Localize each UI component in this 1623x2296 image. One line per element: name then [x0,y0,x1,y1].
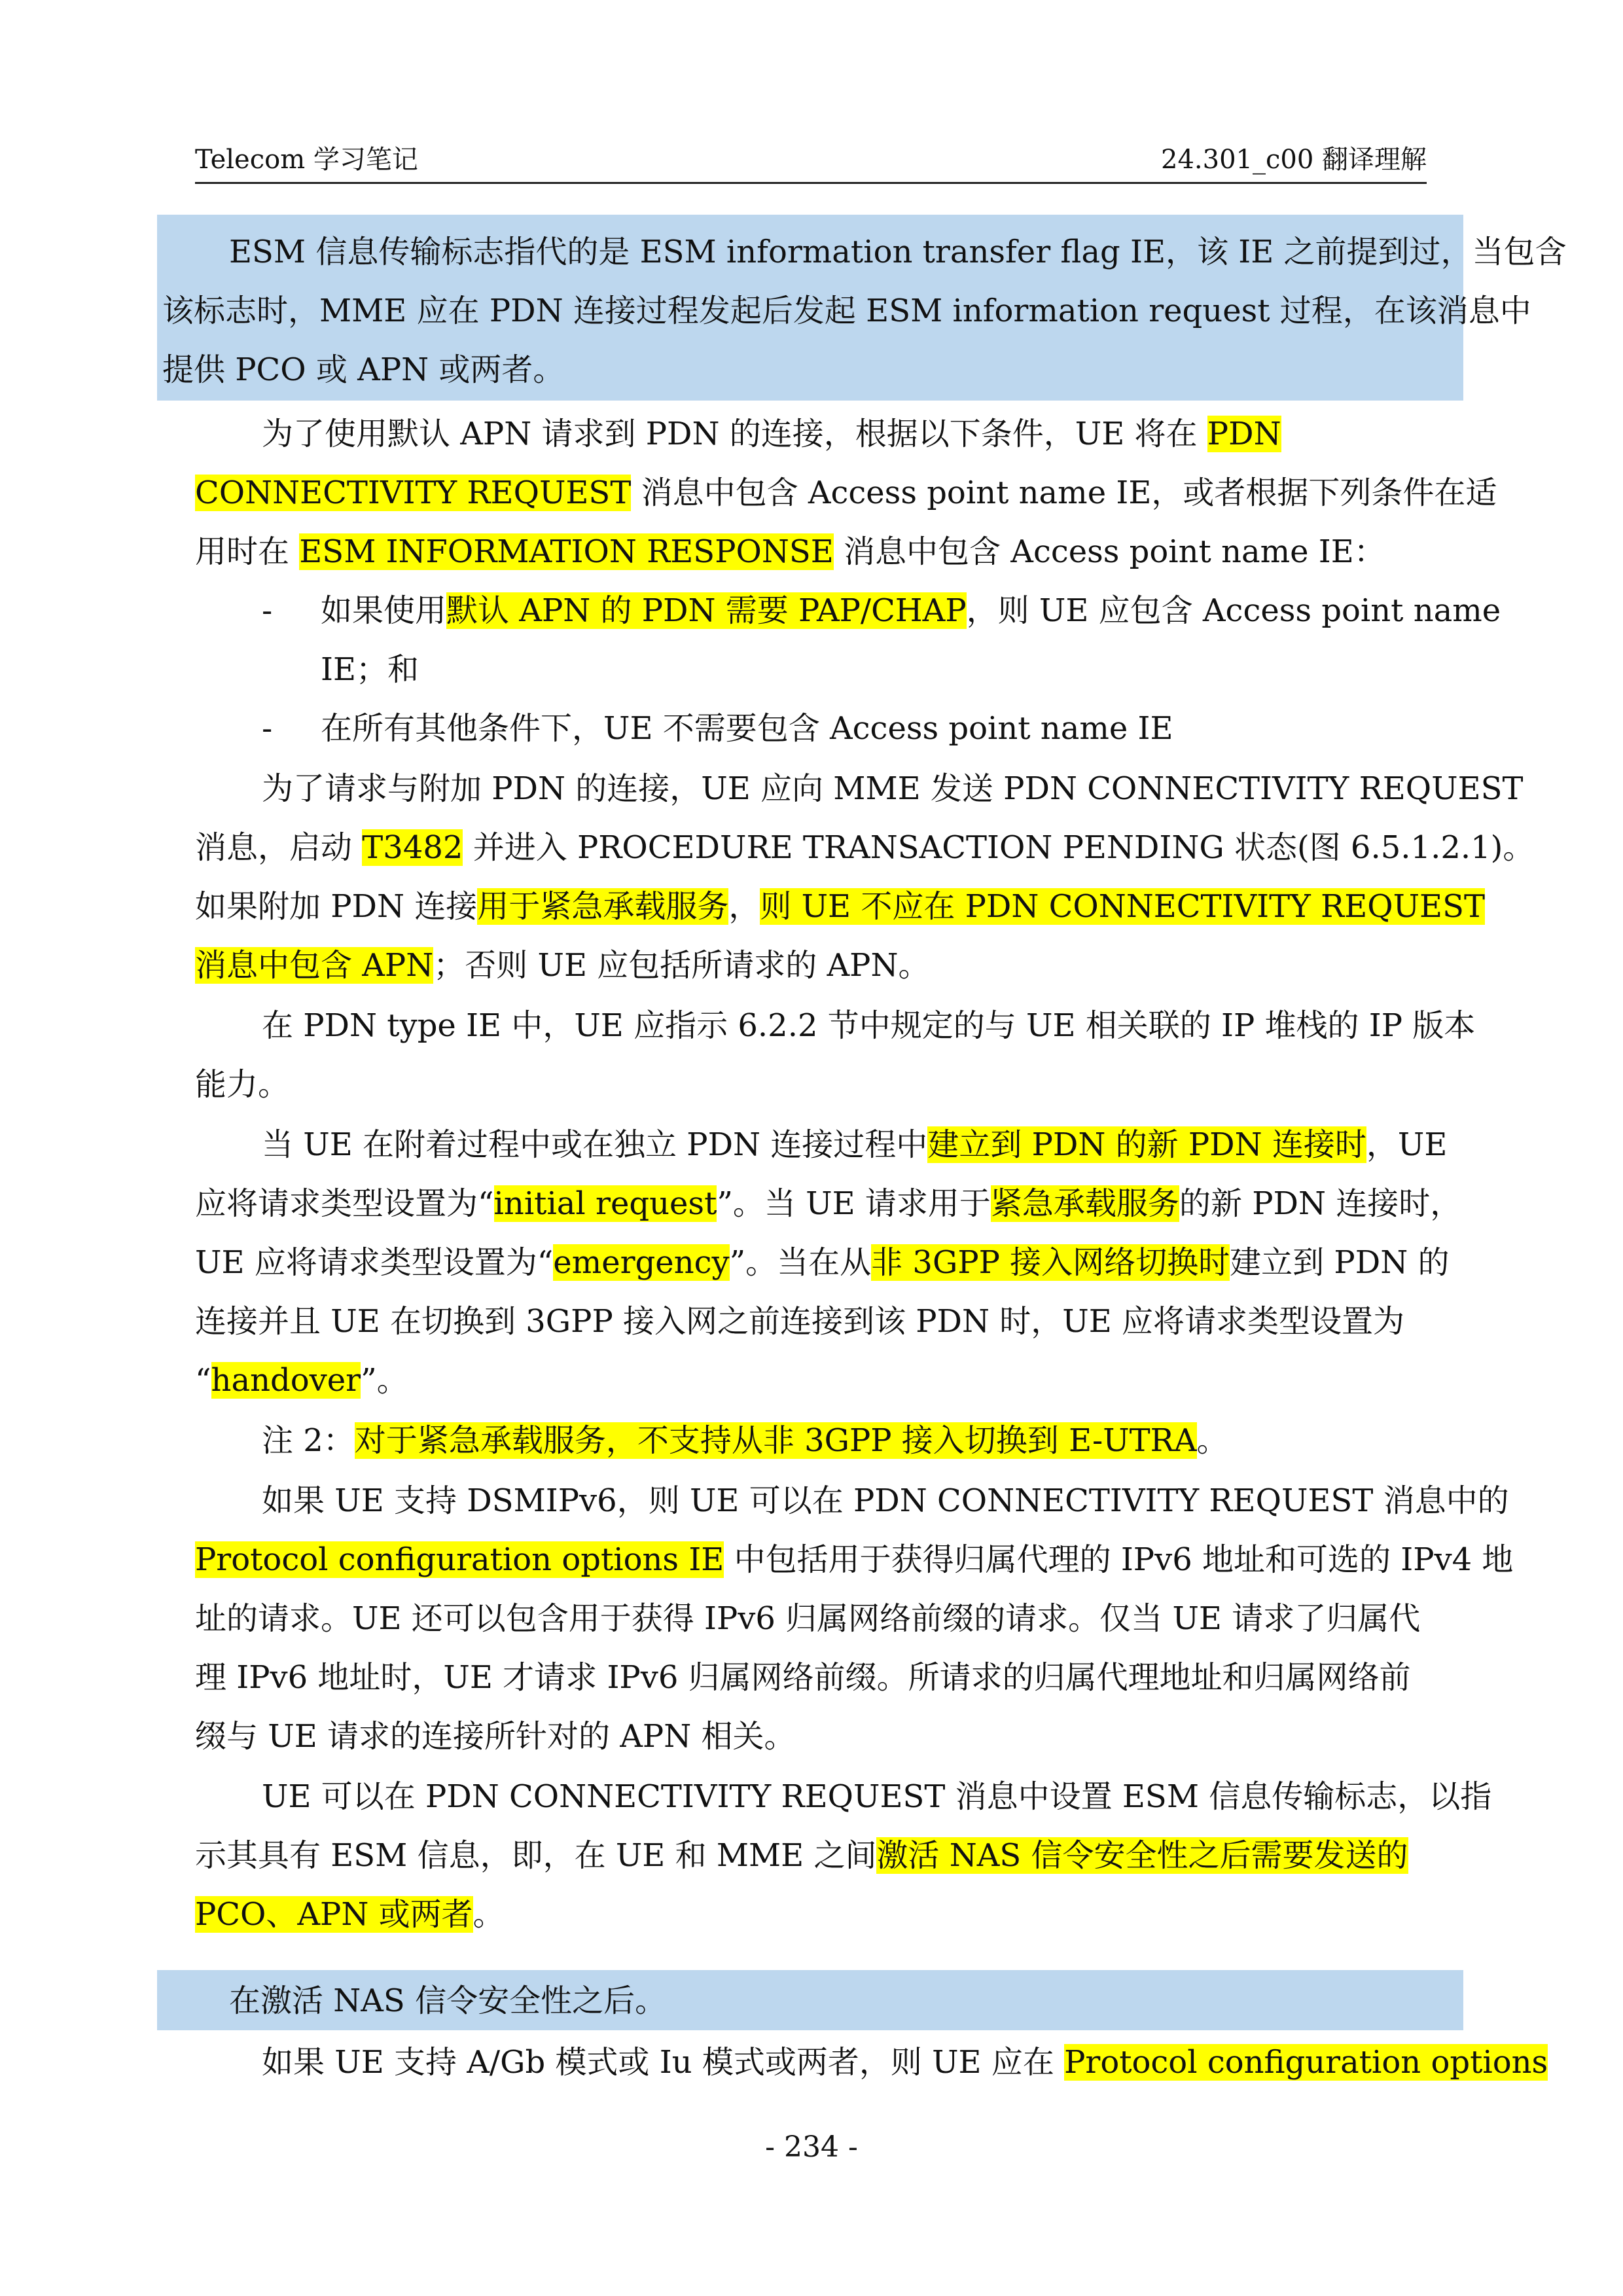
para1-line-3 [195,530,1385,573]
highlight-run: 对于紧急承载服务，不支持从非 3GPP 接入切换到 E-UTRA [354,1422,1197,1459]
text-run: 如果 UE 支持 DSMIPv6，则 UE 可以在 PDN CONNECTIVITY REQUEST 消息中的 [262,1482,1509,1519]
text-run: 为了使用默认 APN 请求到 PDN 的连接，根据以下条件，UE 将在 [262,416,1207,452]
text-run: 消息中包含 Access point name IE： [833,533,1385,570]
text-run: 址的请求。UE 还可以包含用于获得 IPv6 归属网络前缀的请求。仅当 UE 请求了归属代 [195,1600,1421,1637]
text-run: 建立到 PDN 的 [1230,1244,1450,1281]
para2-line-3 [195,885,1485,928]
text-run: ，UE [1366,1126,1448,1163]
highlight-run: PDN [1207,416,1281,452]
text-run: ，则 UE 应包含 Access point name [966,592,1501,629]
text-run: IE；和 [321,651,419,688]
highlight-run: Protocol configuration options IE [195,1541,724,1578]
text-run: 理 IPv6 地址时，UE 才请求 IPv6 归属网络前缀。所请求的归属代理地址和归属网络前 [195,1659,1411,1696]
para2-line-4 [195,944,929,987]
text-run: 连接并且 UE 在切换到 3GPP 接入网之前连接到该 PDN 时，UE 应将请求类型设置为 [195,1303,1405,1340]
para4-line-2 [195,1182,1461,1225]
para6-line-1 [262,1775,1491,1818]
note1-line-3 [162,348,564,391]
text-run: 注 2： [262,1422,355,1459]
text-run: 。 [473,1896,505,1933]
highlight-run: 则 UE 不应在 PDN CONNECTIVITY REQUEST [760,888,1485,925]
bullet2-line-1 [321,707,1173,750]
text-run: 示其具有 ESM 信息，即，在 UE 和 MME 之间 [195,1837,877,1874]
header-doc-id: 24.301_c00 翻译理解 [1161,145,1427,175]
bullet-dash [262,589,272,632]
text-run: 在所有其他条件下，UE 不需要包含 Access point name IE [321,710,1173,747]
highlight-run: 默认 APN 的 PDN 需要 PAP/CHAP [446,592,967,629]
text-run: 消息中包含 Access point name IE，或者根据下列条件在适 [631,475,1497,511]
bullet1-line-2 [321,648,419,691]
text-run: 缀与 UE 请求的连接所针对的 APN 相关。 [195,1718,796,1755]
text-run: 消息，启动 [195,829,363,866]
highlight-run: Protocol configuration options [1064,2044,1548,2081]
para2-line-1 [262,767,1524,810]
text-run: ESM 信息传输标志指代的是 ESM information transfer flag IE，该 IE 之前提到过，当包含 [229,234,1567,270]
para6-line-3 [195,1893,505,1936]
page-number: - 234 - [765,2130,858,2164]
text-run: ”。当 UE 请求用于 [717,1185,991,1222]
para4-line-4 [195,1300,1404,1343]
note1-line-1 [229,230,1567,274]
text-run: ；否则 UE 应包括所请求的 APN。 [433,947,930,984]
para5-line-5 [195,1715,796,1758]
text-run: 应将请求类型设置为“ [195,1185,494,1222]
text-run: 为了请求与附加 PDN 的连接，UE 应向 MME 发送 PDN CONNECTIVITY REQUEST [262,770,1524,807]
highlight-run: 消息中包含 APN [195,947,434,984]
highlight-run: ESM INFORMATION RESPONSE [299,533,834,570]
para5-line-3 [195,1597,1420,1640]
text-run: ”。 [361,1362,408,1399]
text-run: - [262,592,273,629]
para5-line-4 [195,1656,1411,1699]
text-run: 的新 PDN 连接时， [1179,1185,1462,1222]
highlight-run: 建立到 PDN 的新 PDN 连接时 [927,1126,1366,1163]
text-run: “ [195,1362,211,1399]
text-run: 如果附加 PDN 连接 [195,888,478,925]
text-run: 提供 PCO 或 APN 或两者。 [162,351,565,388]
highlight-run: emergency [553,1244,730,1281]
bullet-dash [262,707,272,750]
note1-line-2 [162,289,1531,332]
text-run: - [262,710,273,747]
text-run: UE 可以在 PDN CONNECTIVITY REQUEST 消息中设置 ESM 信息传输标志，以指 [262,1778,1492,1815]
text-run: 。 [1196,1422,1228,1459]
header-title: Telecom 学习笔记 [195,145,418,175]
para4-line-1 [262,1123,1447,1166]
para7-line-1 [262,2041,1548,2084]
para2-line-2 [195,826,1534,869]
para5-line-1 [262,1479,1509,1522]
note3-line [229,1979,666,2022]
text-run: 如果使用 [321,592,447,629]
highlight-run: T3482 [362,829,463,866]
text-run: 能力。 [195,1066,290,1103]
highlight-run: PCO、APN 或两者 [195,1896,473,1933]
text-run: 当 UE 在附着过程中或在独立 PDN 连接过程中 [262,1126,928,1163]
text-run: 用时在 [195,533,300,570]
text-run: 如果 UE 支持 A/Gb 模式或 Iu 模式或两者，则 UE 应在 [262,2044,1065,2081]
highlight-run: CONNECTIVITY REQUEST [195,475,632,511]
text-run: 中包括用于获得归属代理的 IPv6 地址和可选的 IPv4 地 [724,1541,1514,1578]
text-run: 在激活 NAS 信令安全性之后。 [229,1982,667,2019]
para3-line-2 [195,1063,289,1106]
highlight-run: 紧急承载服务 [990,1185,1179,1222]
text-run: 在 PDN type IE 中，UE 应指示 6.2.2 节中规定的与 UE 相关联的 IP 堆栈的 IP 版本 [262,1007,1476,1044]
text-run: 并进入 PROCEDURE TRANSACTION PENDING 状态(图 6.5.1.2.1)。 [463,829,1535,866]
text-run: ， [728,888,760,925]
highlight-run: handover [211,1362,361,1399]
text-run: UE 应将请求类型设置为“ [195,1244,554,1281]
para4-line-5 [195,1359,408,1402]
para3-line-1 [262,1004,1475,1047]
para5-line-2 [195,1538,1513,1581]
highlight-run: 激活 NAS 信令安全性之后需要发送的 [876,1837,1408,1874]
para1-line-2 [195,471,1497,514]
highlight-run: initial request [493,1185,717,1222]
highlight-run: 非 3GPP 接入网络切换时 [871,1244,1230,1281]
para1-line-1 [262,412,1281,456]
text-run: 该标志时，MME 应在 PDN 连接过程发起后发起 ESM information request 过程，在该消息中 [162,293,1531,329]
note2-line [262,1419,1228,1462]
para6-line-2 [195,1834,1408,1877]
para4-line-3 [195,1241,1449,1284]
text-run: ”。当在从 [729,1244,872,1281]
bullet1-line-1 [321,589,1501,632]
highlight-run: 用于紧急承载服务 [477,888,729,925]
